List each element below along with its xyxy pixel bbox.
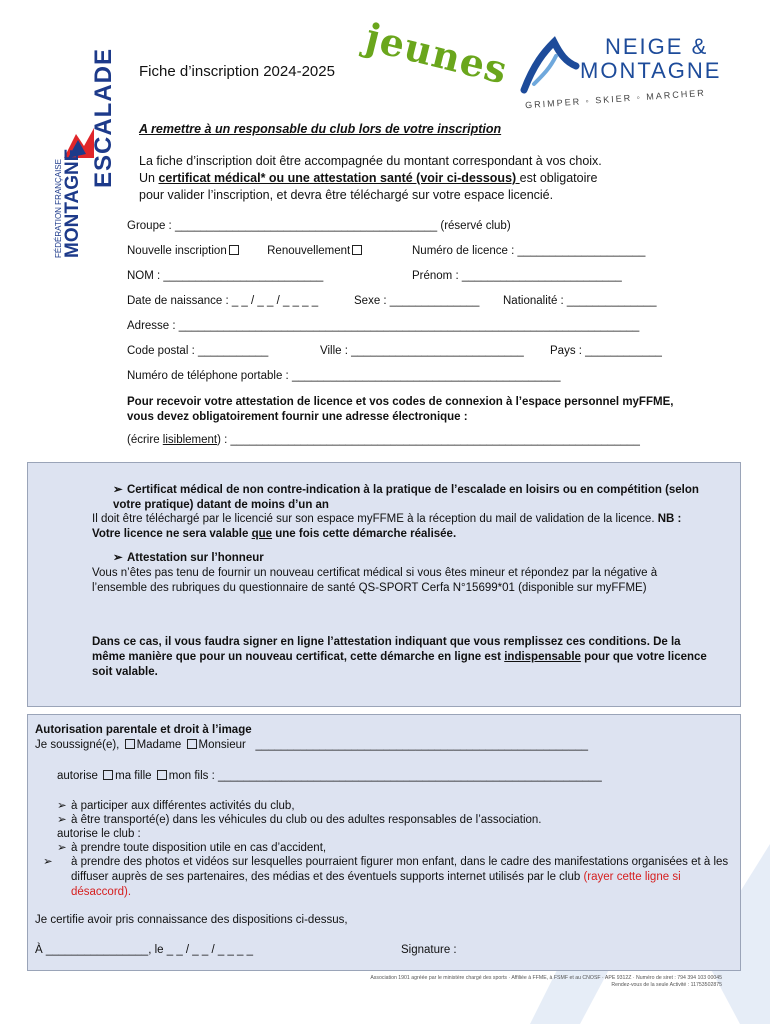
federation-line1: FÉDÉRATION FRANÇAISE: [54, 159, 63, 258]
nationalite-field[interactable]: Nationalité : ______________: [503, 295, 657, 307]
intro-line3: pour valider l’inscription, et devra être téléchargé sur votre espace licencié.: [139, 188, 554, 202]
arrow-icon: ➢: [43, 856, 53, 868]
final-note: Dans ce cas, il vous faudra signer en ligne l’attestation indiquant que vous remplissez ces conditions. De la même manière que pour un nouveau certificat, cette démarche en ligne est indispensable pour que votre licence soit valable.: [92, 636, 707, 678]
medical-info-box: [27, 462, 741, 707]
attestation-title: ➢ Attestation sur l’honneur: [113, 552, 264, 564]
sexe-field[interactable]: Sexe : ______________: [354, 295, 480, 307]
signature-field[interactable]: Signature :: [401, 944, 457, 956]
form-title: Fiche d’inscription 2024-2025: [139, 63, 335, 80]
jeunes-logo-text: jeunes: [361, 14, 513, 93]
autorise-row: autorise ma fille mon fils : ____________________________________________________________: [57, 770, 602, 782]
auth-club: autorise le club :: [57, 828, 141, 840]
arrow-icon: ➢: [113, 484, 123, 496]
certifie-text: Je certifie avoir pris connaissance des dispositions ci-dessus,: [35, 914, 348, 926]
nm-line1: NEIGE &: [605, 34, 709, 59]
nm-line2: MONTAGNE: [580, 58, 722, 83]
licence-field[interactable]: Numéro de licence : ____________________: [412, 245, 646, 257]
ma-fille-checkbox[interactable]: [103, 770, 113, 780]
subheading: A remettre à un responsable du club lors de votre inscription: [139, 122, 502, 136]
prenom-field[interactable]: Prénom : _________________________: [412, 270, 622, 282]
monsieur-checkbox[interactable]: [187, 739, 197, 749]
renouvellement-label: Renouvellement: [267, 245, 351, 257]
renouvellement-checkbox[interactable]: [352, 245, 362, 255]
mon-fils-input[interactable]: mon fils : ____________________________________________________________: [168, 770, 602, 782]
nouvelle-label: Nouvelle inscription: [127, 245, 227, 257]
footer-text: Association 1901 agréée par le ministère chargé des sports · Affiliée à FFME, à FSMF et au CNOSF · APE 9312Z · Numéro de siret : 794 394 103 00045 Rendez-vous de la seule Activité : 11753502875: [370, 975, 722, 988]
federation-line2: MONTAGNE: [62, 148, 83, 258]
nm-tagline: GRIMPER ◦ SKIER ◦ MARCHER: [524, 87, 707, 111]
email-field[interactable]: (écrire lisiblement) : ________________________________________________________________: [127, 434, 640, 446]
arrow-icon: ➢: [57, 814, 67, 826]
neige-montagne-logo: [520, 28, 750, 113]
groupe-field[interactable]: Groupe : _________________________________________ (réservé club): [127, 220, 511, 232]
arrow-icon: ➢: [57, 842, 67, 854]
nouvelle-checkbox[interactable]: [229, 245, 239, 255]
lieu-date-field[interactable]: À ________________, le _ _ / _ _ / _ _ _ _: [35, 944, 254, 956]
intro-paragraph: [139, 153, 684, 204]
inscription-type-row: [127, 245, 364, 257]
intro-line2: Un certificat médical* ou une attestation santé (voir ci-dessous) est obligatoire: [139, 171, 598, 185]
ville-field[interactable]: Ville : ___________________________: [320, 345, 524, 357]
arrow-icon: ➢: [113, 552, 123, 564]
certificat-title: ➢ Certificat médical de non contre-indication à la pratique de l’escalade en loisirs ou en compétition (selon votre pratique) datant de moins d’un an: [113, 484, 699, 511]
attestation-text: Vous n’êtes pas tenu de fournir un nouveau certificat médical si vous êtes mineur et répondez par la négative à l’ensemble des rubriques du questionnaire de santé QS-SPORT Cerfa N°15699*01 (disponible sur myFFME): [92, 567, 658, 594]
mon-fils-checkbox[interactable]: [157, 770, 167, 780]
telephone-field[interactable]: Numéro de téléphone portable : __________________________________________: [127, 370, 561, 382]
pays-field[interactable]: Pays : ____________: [550, 345, 662, 357]
madame-checkbox[interactable]: [125, 739, 135, 749]
autorisation-box: [27, 714, 741, 971]
certificat-text: Il doit être téléchargé par le licencié sur son espace myFFME à la réception du mail de validation de la licence. NB : Votre licence ne sera valable que une fois cette démarche réalisée.: [92, 513, 682, 540]
nm-mountain-icon: [520, 34, 580, 94]
intro-line1: La fiche d’inscription doit être accompagnée du montant correspondant à vos choix.: [139, 154, 602, 168]
soussigne-input[interactable]: ____________________________________________________: [255, 739, 589, 751]
autorisation-title: Autorisation parentale et droit à l’image: [35, 724, 252, 736]
auth-item-4: ➢ à prendre des photos et vidéos sur lesquelles pourraient figurer mon enfant, dans le cadre des manifestations organisées et à les diffuser auprès de ses partenaires, des médias et des éventuels supports internet utilisés par le club (rayer cette ligne si désaccord).: [43, 856, 729, 898]
auth-item-1: ➢ à participer aux différentes activités du club,: [57, 800, 295, 812]
adresse-field[interactable]: Adresse : ________________________________________________________________________: [127, 320, 640, 332]
nom-field[interactable]: NOM : _________________________: [127, 270, 324, 282]
federation-line3: ESCALADE: [90, 47, 117, 188]
auth-item-2: ➢ à être transporté(e) dans les véhicules du club ou des adultes responsables de l’association.: [57, 814, 542, 826]
naissance-field[interactable]: Date de naissance : _ _ / _ _ / _ _ _ _: [127, 295, 319, 307]
email-note: Pour recevoir votre attestation de licence et vos codes de connexion à l’espace personnel myFFME, vous devez obligatoirement fournir une adresse électronique :: [127, 396, 674, 423]
auth-item-3: ➢ à prendre toute disposition utile en cas d’accident,: [57, 842, 327, 854]
arrow-icon: ➢: [57, 800, 67, 812]
soussigne-row: Je soussigné(e), Madame Monsieur ____________________________________________________: [35, 739, 589, 751]
federation-logo: [40, 38, 117, 258]
code-postal-field[interactable]: Code postal : ___________: [127, 345, 269, 357]
